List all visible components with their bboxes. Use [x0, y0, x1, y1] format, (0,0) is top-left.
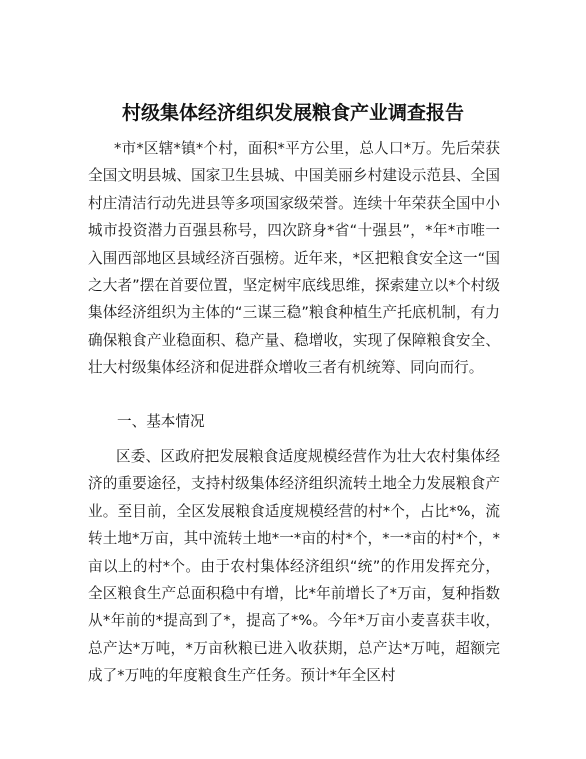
section-heading-basic-situation: 一、基本情况	[117, 413, 205, 430]
basic-situation-paragraph: 区委、区政府把发展粮食适度规模经营作为壮大农村集体经济的重要途径，支持村级集体经济组织流转土地全力发展粮食产业。至目前，全区发展粮食适度规模经营的村*个，占比*%，流转土地*万亩，其中流转土地*一*亩的村*个，*一*亩的村*个，*亩以上的村*个。由于农村集体经济组织“统”的作用发挥充分，全区粮食生产总面积稳中有增，比*年前增长了*万亩，复种指数从*年前的*提高到了*，提高了*%。今年*万亩小麦喜获丰收，总产达*万吨，*万亩秋粮已进入收获期，总产达*万吨，超额完成了*万吨的年度粮食生产任务。预计*年全区村	[88, 448, 500, 685]
intro-paragraph: *市*区辖*镇*个村，面积*平方公里，总人口*万。先后荣获全国文明县城、国家卫生县城、中国美丽乡村建设示范县、全国村庄清洁行动先进县等多项国家级荣誉。连续十年荣获全国中小城市投资潜力百强县称号，四次跻身*省“十强县”，*年*市唯一入围西部地区县域经济百强榜。近年来，*区把粮食安全这一“国之大者”摆在首要位置，坚定树牢底线思维，探索建立以*个村级集体经济组织为主体的“三谋三稳”粮食种植生产托底机制，有力确保粮食产业稳面积、稳产量、稳增收，实现了保障粮食安全、壮大村级集体经济和促进群众增收三者有机统筹、同向而行。	[88, 140, 500, 377]
document-title: 村级集体经济组织发展粮食产业调查报告	[121, 102, 464, 124]
